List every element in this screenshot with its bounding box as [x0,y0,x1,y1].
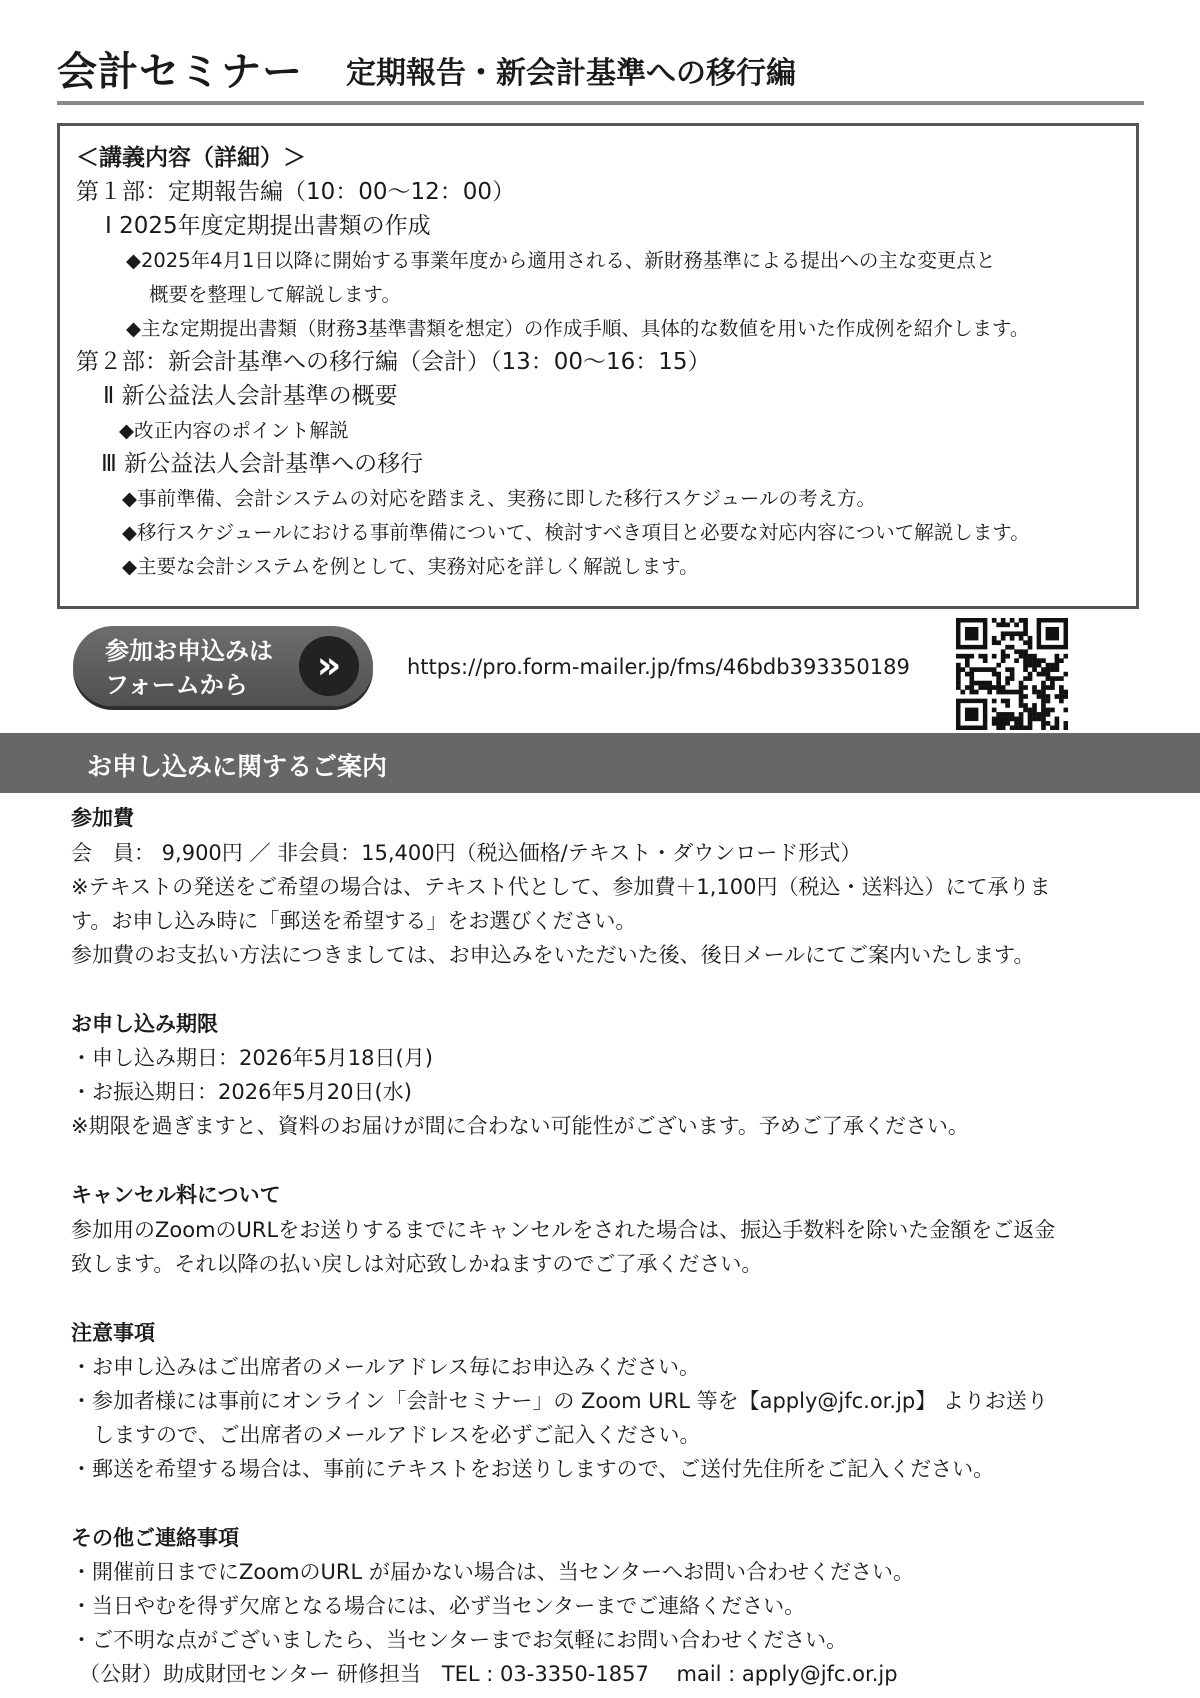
page-title: 会計セミナー [57,49,303,95]
part2-title: 第２部：新会計基準への移行編（会計）（13：00〜16：15） [76,349,711,375]
section2-title: Ⅱ 新公益法人会計基準の概要 [103,383,398,409]
section1-bullet1-line1: ◆2025年4月1日以降に開始する事業年度から適用される、新財務基準による提出への主な変更点と [126,249,996,272]
deadline-line: ・お振込期日：2026年5月20日(水) [71,1080,412,1104]
section3-title: Ⅲ 新公益法人会計基準への移行 [101,451,424,477]
other-line: ・当日やむを得ず欠席となる場合には、必ず当センターまでご連絡ください。 [71,1594,806,1618]
fee-line: 参加費のお支払い方法につきましては、お申込みをいただいた後、後日メールにてご案内いたします。 [71,943,1035,967]
other-line: ・開催前日までにZoomのURL が届かない場合は、当センターへお問い合わせください。 [71,1560,915,1584]
page-subtitle: 定期報告・新会計基準への移行編 [346,56,796,91]
section3-bullet2: ◆移行スケジュールにおける事前準備について、検討すべき項目と必要な対応内容について解説します。 [122,521,1030,544]
notes-heading: 注意事項 [71,1321,155,1345]
fee-line: 会 員： 9,900円 ／ 非会員：15,400円（税込価格/テキスト・ダウンロード形式） [71,841,862,865]
section3-bullet3: ◆主要な会計システムを例として、実務対応を詳しく解説します。 [122,555,699,578]
contact-line: （公財）助成財団センター 研修担当 TEL : 03-3350-1857 mail : apply@jfc.or.jp [79,1662,898,1686]
section1-title: Ⅰ 2025年度定期提出書類の作成 [105,213,431,239]
apply-button-label-line2: フォームから [105,671,248,699]
section1-bullet1-line2: 概要を整理して解説します。 [149,283,401,306]
cancel-heading: キャンセル料について [71,1183,281,1207]
section3-bullet1: ◆事前準備、会計システムの対応を踏まえ、実務に即した移行スケジュールの考え方。 [122,487,877,510]
info-section-title: お申し込みに関するご案内 [87,752,388,781]
notes-line: ・参加者様には事前にオンライン「会計セミナー」の Zoom URL 等を【apply@jfc.or.jp】 よりお送り [71,1389,1048,1413]
cancel-line: 致します。それ以降の払い戻しは対応致しかねますのでご了承ください。 [71,1252,763,1276]
section1-bullet2: ◆主な定期提出書類（財務3基準書類を想定）の作成手順、具体的な数値を用いた作成例を紹介します。 [126,317,1030,340]
details-heading: ＜講義内容（詳細）＞ [76,145,306,171]
deadline-heading: お申し込み期限 [71,1012,218,1036]
other-line: ・ご不明な点がございましたら、当センターまでお気軽にお問い合わせください。 [71,1628,848,1652]
title-divider [57,101,1144,105]
apply-form-button[interactable] [73,626,373,706]
info-section-header [0,733,1200,793]
apply-button-label-line1: 参加お申込みは [105,637,273,665]
notes-line: ・郵送を希望する場合は、事前にテキストをお送りしますので、ご送付先住所をご記入ください。 [71,1457,995,1481]
fee-line: す。お申し込み時に「郵送を希望する」をお選びください。 [71,909,637,933]
deadline-line: ・申し込み期日：2026年5月18日(月) [71,1046,433,1070]
fee-line: ※テキストの発送をご希望の場合は、テキスト代として、参加費＋1,100円（税込・送料込）にて承りま [71,875,1051,899]
other-heading: その他ご連絡事項 [71,1526,239,1550]
lecture-details-box [57,123,1139,609]
section2-bullet1: ◆改正内容のポイント解説 [119,419,349,442]
qr-code-icon[interactable] [956,618,1068,730]
chevron-right-icon: » [299,636,359,696]
notes-line: しますので、ご出席者のメールアドレスを必ずご記入ください。 [93,1423,701,1447]
fee-heading: 参加費 [71,806,134,830]
cancel-line: 参加用のZoomのURLをお送りするまでにキャンセルをされた場合は、振込手数料を除いた金額をご返金 [71,1218,1056,1242]
part1-title: 第１部：定期報告編（10：00〜12：00） [76,179,516,205]
deadline-line: ※期限を過ぎますと、資料のお届けが間に合わない可能性がございます。予めご了承ください。 [71,1114,969,1138]
apply-url-link[interactable]: https://pro.form-mailer.jp/fms/46bdb393350189 [407,655,910,679]
notes-line: ・お申し込みはご出席者のメールアドレス毎にお申込みください。 [71,1355,700,1379]
